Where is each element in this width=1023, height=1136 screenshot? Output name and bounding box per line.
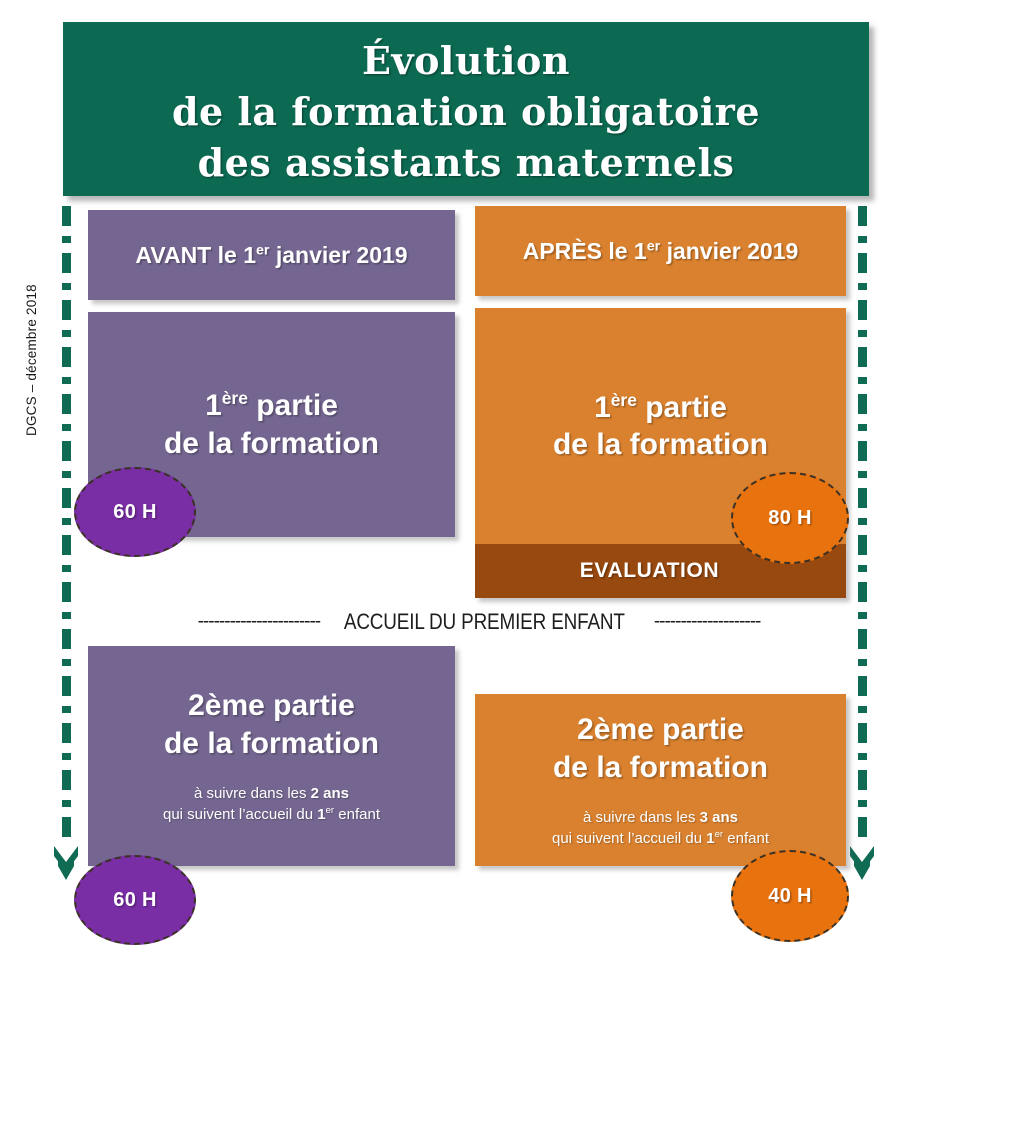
divider-label: ACCUEIL DU PREMIER ENFANT xyxy=(344,609,625,634)
before-part1-title-suffix: partie xyxy=(247,389,338,422)
period-header-before-sup: er xyxy=(255,241,270,258)
before-part2-title-line1: 2ème partie xyxy=(188,689,355,723)
after-part2-note-line2-bold: 1 xyxy=(706,829,715,847)
title-line-3: des assistants maternels xyxy=(197,139,735,185)
period-header-after-suffix: janvier 2019 xyxy=(660,237,799,264)
after-part1-title xyxy=(553,389,768,464)
after-part2-hours-label: 40 H xyxy=(768,884,812,907)
after-part2-hours-badge xyxy=(731,850,849,942)
title-line-1: Évolution xyxy=(362,37,570,83)
period-header-after-prefix: APRÈS le 1 xyxy=(522,237,647,264)
after-part2-note-bold: 3 ans xyxy=(699,809,739,827)
before-part2-note-line2-bold: 1 xyxy=(317,805,326,823)
period-header-before-label xyxy=(135,241,407,270)
title-banner xyxy=(63,22,869,196)
before-part1-title-line2: de la formation xyxy=(163,426,380,460)
before-part2-note-line1 xyxy=(163,784,380,804)
after-part2-card xyxy=(475,694,846,866)
before-part2-hours-badge xyxy=(74,855,196,945)
divider-accueil-premier-enfant xyxy=(98,608,860,636)
before-part2-note xyxy=(163,784,380,825)
after-part2-note-line2 xyxy=(552,829,769,849)
before-part1-title-prefix: 1 xyxy=(205,389,222,422)
document-credit: DGCS – décembre 2018 xyxy=(24,284,39,436)
before-part2-note-line2-prefix: qui suivent l’accueil du xyxy=(162,805,318,823)
after-part1-hours-label: 80 H xyxy=(768,506,812,529)
before-part1-hours-badge xyxy=(74,467,196,557)
before-part1-title xyxy=(164,387,379,462)
after-part1-title-line1 xyxy=(553,389,768,427)
after-part2-note xyxy=(552,808,769,849)
before-part1-title-line1 xyxy=(164,387,379,425)
before-part2-note-prefix: à suivre dans les xyxy=(193,785,311,803)
after-part1-title-sup: ère xyxy=(610,389,637,410)
period-header-after-label xyxy=(523,237,799,266)
after-part2-title xyxy=(553,711,768,786)
before-part2-hours-label: 60 H xyxy=(113,888,157,911)
period-header-before-suffix: janvier 2019 xyxy=(269,241,408,268)
after-part2-note-line2-suffix: enfant xyxy=(723,829,769,847)
evaluation-label: EVALUATION xyxy=(579,559,720,582)
timeline-rail-left xyxy=(62,206,71,846)
after-part2-note-line1 xyxy=(552,808,769,828)
after-part2-note-prefix: à suivre dans les xyxy=(582,809,700,827)
before-part2-note-bold: 2 ans xyxy=(310,785,350,803)
before-part2-card xyxy=(88,646,455,866)
after-part1-title-line2: de la formation xyxy=(552,428,769,461)
period-header-after-sup: er xyxy=(646,237,661,254)
after-part2-note-line2-prefix: qui suivent l’accueil du xyxy=(551,829,707,847)
before-part2-title xyxy=(164,687,379,762)
after-part2-title-line2: de la formation xyxy=(552,750,769,784)
after-part1-title-prefix: 1 xyxy=(594,390,611,424)
title-line-2: de la formation obligatoire xyxy=(171,88,760,134)
period-header-before-prefix: AVANT le 1 xyxy=(135,241,256,268)
before-part2-title-line2: de la formation xyxy=(163,726,380,760)
before-part1-hours-label: 60 H xyxy=(113,500,157,523)
before-part2-note-line2-sup: er xyxy=(325,804,335,816)
after-part2-title-line1: 2ème partie xyxy=(577,713,744,747)
after-part2-note-line2-sup: er xyxy=(714,828,724,840)
period-header-before xyxy=(88,210,455,300)
divider-dash-left: ----------------------- xyxy=(197,611,321,632)
timeline-rail-right xyxy=(858,206,867,846)
after-part1-title-suffix: partie xyxy=(636,390,727,424)
before-part1-title-sup: ère xyxy=(221,388,248,408)
before-part2-note-line2-suffix: enfant xyxy=(334,805,380,823)
divider-dash-right: -------------------- xyxy=(653,611,761,632)
before-part2-note-line2 xyxy=(163,805,380,825)
after-part1-hours-badge xyxy=(731,472,849,564)
period-header-after xyxy=(475,206,846,296)
